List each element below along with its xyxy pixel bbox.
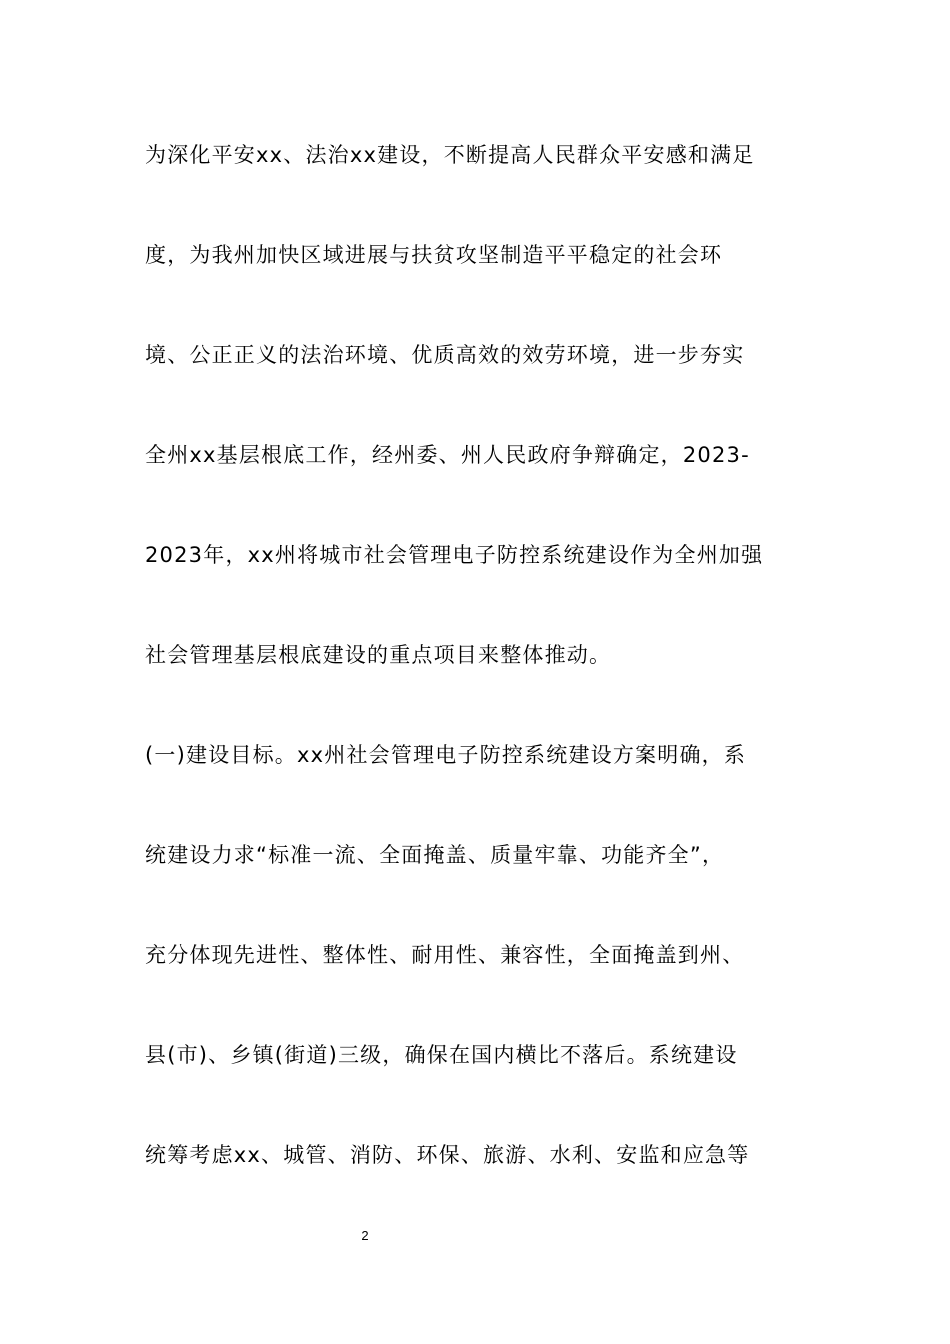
body-text-line: 为深化平安xx、法治xx建设，不断提高人民群众平安感和满足 [145, 143, 755, 167]
body-text-line: 统筹考虑xx、城管、消防、环保、旅游、水利、安监和应急等 [145, 1143, 750, 1167]
body-text-line: 度，为我州加快区域进展与扶贫攻坚制造平平稳定的社会环 [145, 243, 723, 267]
body-text-line: 县(市)、乡镇(街道)三级，确保在国内横比不落后。系统建设 [145, 1043, 738, 1067]
body-text-line: 社会管理基层根底建设的重点项目来整体推动。 [145, 643, 612, 667]
body-text-line: 境、公正正义的法治环境、优质高效的效劳环境，进一步夯实 [145, 343, 745, 367]
page-number: 2 [361, 1228, 369, 1243]
body-text-line: 充分体现先进性、整体性、耐用性、兼容性，全面掩盖到州、 [145, 943, 745, 967]
section-heading-line: (一)建设目标。xx州社会管理电子防控系统建设方案明确，系 [145, 743, 747, 767]
body-text-line: 统建设力求“标准一流、全面掩盖、质量牢靠、功能齐全”， [145, 843, 725, 867]
body-text-line: 2023年，xx州将城市社会管理电子防控系统建设作为全州加强 [145, 543, 764, 567]
body-text-line: 全州xx基层根底工作，经州委、州人民政府争辩确定，2023- [145, 443, 750, 467]
